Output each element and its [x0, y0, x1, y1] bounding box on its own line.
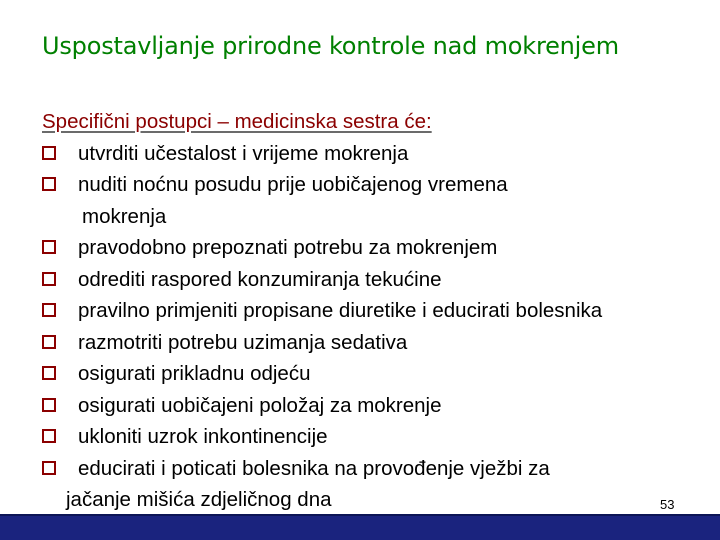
list-item-text: utvrditi učestalost i vrijeme mokrenja [78, 141, 409, 165]
square-bullet-icon [42, 272, 56, 286]
list-item [42, 421, 712, 453]
list-item-text: nuditi noćnu posudu prije uobičajenog vremena [78, 173, 508, 196]
list-item-text: pravilno primjeniti propisane diuretike i educirati bolesnika [78, 299, 603, 322]
list-item-text: pravodobno prepoznati potrebu za mokrenjem [78, 236, 498, 259]
list-item [42, 327, 712, 359]
subheading: Specifični postupci – medicinska sestra će: [42, 110, 432, 133]
footer-bar [0, 514, 720, 540]
list-item-text-continuation: mokrenja [82, 204, 167, 228]
list-item [42, 138, 712, 170]
list-item [42, 169, 712, 232]
list-item-text: ukloniti uzrok inkontinencije [78, 425, 328, 448]
list-item [42, 264, 712, 296]
square-bullet-icon [42, 303, 56, 317]
list-item-text: educirati i poticati bolesnika na provođenje vježbi za [78, 456, 550, 480]
list-item [42, 453, 712, 516]
square-bullet-icon [42, 398, 56, 412]
square-bullet-icon [42, 335, 56, 349]
slide-body [42, 106, 712, 516]
list-item-text: osigurati prikladnu odjeću [78, 362, 311, 385]
square-bullet-icon [42, 461, 56, 475]
square-bullet-icon [42, 366, 56, 380]
list-item-text: razmotriti potrebu uzimanja sedativa [78, 330, 408, 354]
list-item-text: osigurati uobičajeni položaj za mokrenje [78, 393, 442, 417]
list-item [42, 232, 712, 264]
list-item [42, 295, 712, 327]
list-item [42, 390, 712, 422]
list-item [42, 358, 712, 390]
square-bullet-icon [42, 240, 56, 254]
square-bullet-icon [42, 177, 56, 191]
square-bullet-icon [42, 429, 56, 443]
page-number: 53 [660, 497, 675, 512]
list-item-text: odrediti raspored konzumiranja tekućine [78, 267, 442, 291]
bullet-list [42, 138, 712, 516]
slide-title: Uspostavljanje prirodne kontrole nad mokrenjem [42, 32, 619, 60]
list-item-text-continuation: jačanje mišića zdjeličnog dna [66, 488, 332, 511]
square-bullet-icon [42, 146, 56, 160]
